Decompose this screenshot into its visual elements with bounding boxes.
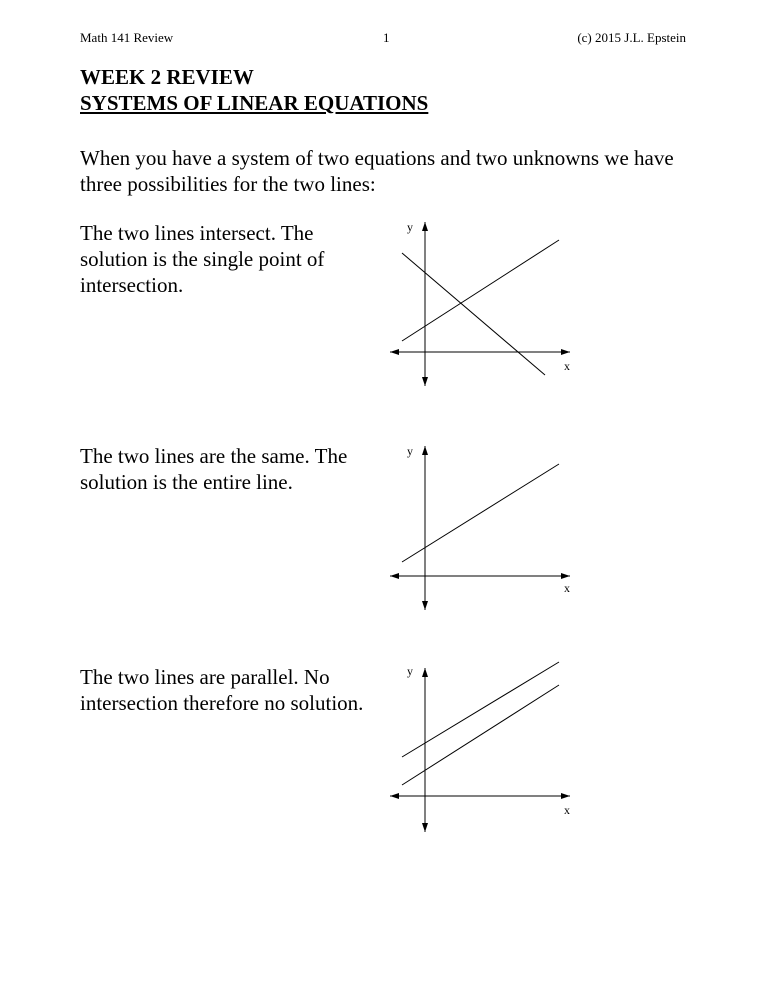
x-axis-arrow-left [390, 573, 399, 579]
y-axis-arrow-up [422, 668, 428, 677]
x-axis-arrow-right [561, 573, 570, 579]
line-b [402, 685, 559, 785]
graph-same-line [384, 438, 584, 618]
page-number: 1 [383, 30, 390, 45]
y-axis-label: y [407, 220, 413, 234]
case-intersect-text: The two lines intersect. The solution is the single point of intersection. [80, 221, 325, 297]
x-axis-arrow-left [390, 349, 399, 355]
header-left: Math 141 Review [80, 30, 174, 45]
x-axis-label: x [564, 803, 570, 817]
y-axis-arrow-down [422, 601, 428, 610]
line-a [402, 464, 559, 562]
x-axis-label: x [564, 581, 570, 595]
y-axis-arrow-up [422, 222, 428, 231]
line-b [402, 253, 545, 375]
intro-paragraph: When you have a system of two equations and two unknowns we have three possibilities for the two lines: [80, 146, 674, 196]
case-parallel-text: The two lines are parallel. No intersection therefore no solution. [80, 665, 364, 715]
line-a [402, 240, 559, 341]
graph-intersecting-lines [384, 214, 584, 394]
y-axis-arrow-down [422, 377, 428, 386]
y-axis-arrow-down [422, 823, 428, 832]
page-title: WEEK 2 REVIEW [80, 65, 254, 89]
y-axis-label: y [407, 664, 413, 678]
page-subtitle: SYSTEMS OF LINEAR EQUATIONS [80, 91, 429, 115]
case-same-text: The two lines are the same. The solution is the entire line. [80, 444, 348, 494]
graph-parallel-lines [384, 660, 584, 840]
x-axis-arrow-right [561, 349, 570, 355]
x-axis-label: x [564, 359, 570, 373]
x-axis-arrow-left [390, 793, 399, 799]
x-axis-arrow-right [561, 793, 570, 799]
y-axis-arrow-up [422, 446, 428, 455]
y-axis-label: y [407, 444, 413, 458]
header-right: (c) 2015 J.L. Epstein [577, 30, 686, 45]
